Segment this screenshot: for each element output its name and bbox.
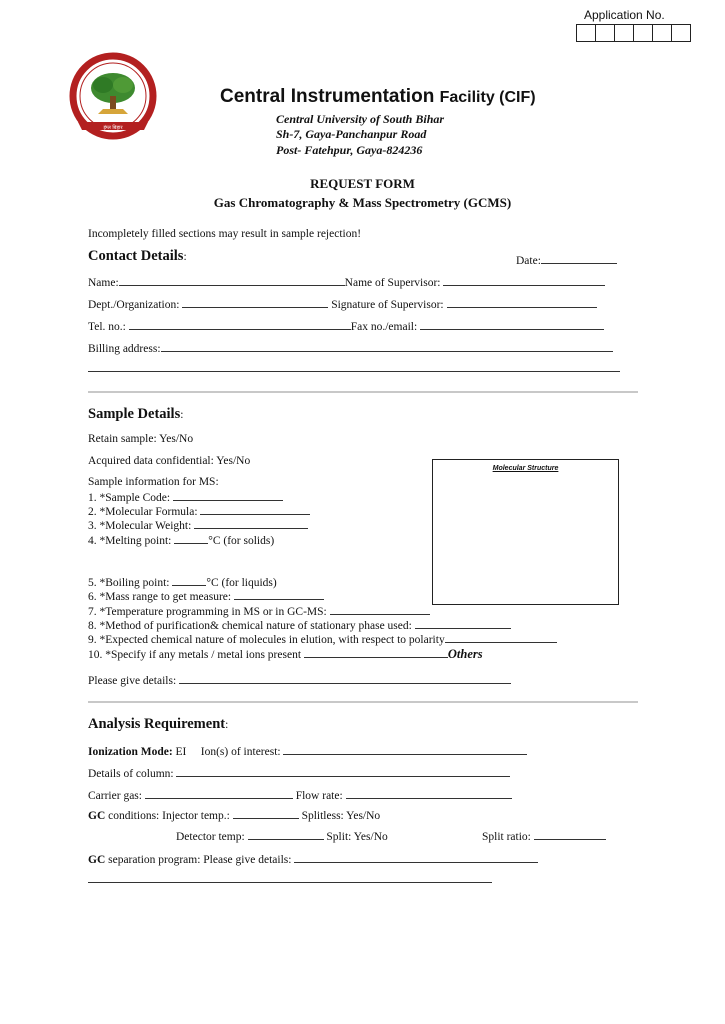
address-line-1: Sh-7, Gaya-Panchanpur Road bbox=[276, 127, 427, 141]
fax-label: Fax no./email: bbox=[350, 321, 418, 333]
signature-label: Signature of Supervisor: bbox=[331, 299, 444, 311]
sample-details-line[interactable] bbox=[179, 672, 511, 684]
facility-title-main: Central Instrumentation bbox=[220, 86, 440, 107]
app-no-box[interactable] bbox=[596, 25, 615, 41]
carrier-row bbox=[88, 787, 512, 802]
polarity-label: 9. *Expected chemical nature of molecules in elution, with respect to polarity bbox=[88, 634, 445, 646]
purification-method-line[interactable] bbox=[415, 617, 511, 629]
tel-row bbox=[88, 318, 604, 333]
university-name: Central University of South Bihar bbox=[276, 112, 445, 126]
gc-separation-label: separation program: Please give details: bbox=[108, 854, 292, 866]
column-row bbox=[88, 765, 510, 780]
column-label: Details of column: bbox=[88, 768, 174, 780]
molecular-weight-row bbox=[88, 517, 308, 532]
app-no-box[interactable] bbox=[577, 25, 596, 41]
gc-separation-line[interactable] bbox=[294, 851, 538, 863]
contact-heading-colon: : bbox=[183, 251, 187, 263]
melting-point-row bbox=[88, 532, 274, 547]
tel-label: Tel. no.: bbox=[88, 321, 126, 333]
sample-heading bbox=[88, 406, 183, 423]
sample-code-line[interactable] bbox=[173, 489, 283, 501]
sample-heading-text: Sample Details bbox=[88, 406, 181, 422]
sample-details-label: Please give details: bbox=[88, 675, 177, 687]
melting-point-unit: °C (for solids) bbox=[208, 535, 275, 547]
split-label[interactable]: Split: Yes/No bbox=[326, 831, 388, 843]
temp-programming-line[interactable] bbox=[330, 603, 430, 615]
sample-details-row bbox=[88, 672, 511, 687]
boiling-point-row bbox=[88, 574, 277, 589]
analysis-heading bbox=[88, 716, 228, 733]
sample-info-label: Sample information for MS: bbox=[88, 476, 219, 488]
ions-label: Ion(s) of interest: bbox=[200, 746, 281, 758]
molecular-formula-row bbox=[88, 503, 310, 518]
polarity-line[interactable] bbox=[445, 631, 557, 643]
split-ratio-field bbox=[482, 828, 606, 843]
billing-line-2[interactable] bbox=[88, 371, 620, 372]
app-no-box[interactable] bbox=[615, 25, 634, 41]
boiling-point-line[interactable] bbox=[172, 574, 206, 586]
section-separator bbox=[88, 391, 638, 393]
sample-code-row bbox=[88, 489, 283, 504]
flow-label: Flow rate: bbox=[295, 790, 343, 802]
ionization-row bbox=[88, 743, 527, 758]
split-ratio-line[interactable] bbox=[534, 828, 606, 840]
others-label: Others bbox=[447, 647, 483, 661]
signature-line[interactable] bbox=[447, 296, 597, 308]
gc-separation-line-2[interactable] bbox=[88, 882, 492, 883]
molecular-formula-line[interactable] bbox=[200, 503, 310, 515]
carrier-label: Carrier gas: bbox=[88, 790, 142, 802]
column-line[interactable] bbox=[176, 765, 510, 777]
dept-line[interactable] bbox=[182, 296, 328, 308]
melting-point-label: 4. *Melting point: bbox=[88, 535, 172, 547]
fax-line[interactable] bbox=[420, 318, 604, 330]
gc-conditions-label: conditions: Injector temp.: bbox=[108, 810, 230, 822]
app-no-box[interactable] bbox=[634, 25, 653, 41]
purification-method-label: 8. *Method of purification& chemical nature of stationary phase used: bbox=[88, 620, 412, 632]
form-subtitle: Gas Chromatography & Mass Spectrometry (GCMS) bbox=[213, 195, 512, 210]
date-field[interactable] bbox=[516, 252, 617, 267]
detector-row bbox=[176, 828, 388, 843]
gc-sep-label: GC bbox=[88, 854, 106, 866]
mass-range-line[interactable] bbox=[234, 588, 324, 600]
metals-row bbox=[88, 646, 483, 662]
molecular-structure-box[interactable] bbox=[432, 459, 619, 605]
name-row bbox=[88, 274, 605, 289]
molecular-structure-label: Molecular Structure bbox=[492, 465, 559, 472]
name-label: Name: bbox=[88, 277, 119, 289]
dept-label: Dept./Organization: bbox=[88, 299, 180, 311]
date-label: Date: bbox=[516, 255, 541, 267]
ions-line[interactable] bbox=[283, 743, 527, 755]
mass-range-row bbox=[88, 588, 324, 603]
injector-temp-line[interactable] bbox=[233, 807, 299, 819]
retain-sample[interactable]: Retain sample: Yes/No bbox=[88, 433, 194, 445]
warning-text: Incompletely filled sections may result in sample rejection! bbox=[88, 228, 362, 240]
gc-label: GC bbox=[88, 810, 106, 822]
molecular-formula-label: 2. *Molecular Formula: bbox=[88, 506, 198, 518]
detector-label: Detector temp: bbox=[176, 831, 245, 843]
contact-heading-text: Contact Details bbox=[88, 248, 184, 264]
mass-range-label: 6. *Mass range to get measure: bbox=[88, 591, 232, 603]
detector-temp-line[interactable] bbox=[248, 828, 324, 840]
university-logo bbox=[68, 52, 158, 142]
facility-title bbox=[220, 86, 536, 108]
billing-line[interactable] bbox=[161, 340, 613, 352]
section-separator bbox=[88, 701, 638, 703]
polarity-row bbox=[88, 631, 557, 646]
contact-heading bbox=[88, 248, 187, 265]
ionization-mode-label: Ionization Mode: bbox=[88, 746, 173, 758]
billing-row bbox=[88, 340, 613, 355]
metals-label: 10. *Specify if any metals / metal ions present bbox=[88, 649, 302, 661]
boiling-point-label: 5. *Boiling point: bbox=[88, 577, 170, 589]
svg-text:इंग्ल बिहार: इंग्ल बिहार bbox=[103, 125, 123, 131]
application-no-boxes[interactable] bbox=[576, 24, 691, 42]
form-title: REQUEST FORM bbox=[310, 176, 415, 191]
name-line[interactable] bbox=[119, 274, 345, 286]
facility-title-suffix: Facility (CIF) bbox=[439, 89, 536, 106]
analysis-heading-colon: : bbox=[225, 719, 229, 731]
splitless-label[interactable]: Splitless: Yes/No bbox=[301, 810, 381, 822]
date-line[interactable] bbox=[541, 252, 617, 264]
metals-line[interactable] bbox=[304, 646, 448, 658]
melting-point-line[interactable] bbox=[174, 532, 208, 544]
gc-separation-row bbox=[88, 851, 538, 866]
split-ratio-label: Split ratio: bbox=[482, 831, 531, 843]
molecular-weight-line[interactable] bbox=[194, 517, 308, 529]
purification-method-row bbox=[88, 617, 511, 632]
gc-conditions-row bbox=[88, 807, 380, 822]
molecular-weight-label: 3. *Molecular Weight: bbox=[88, 520, 192, 532]
supervisor-line[interactable] bbox=[443, 274, 605, 286]
analysis-heading-text: Analysis Requirement bbox=[88, 716, 226, 732]
data-confidential[interactable]: Acquired data confidential: Yes/No bbox=[88, 455, 251, 467]
address-line-2: Post- Fatehpur, Gaya-824236 bbox=[276, 143, 423, 157]
app-no-box[interactable] bbox=[653, 25, 672, 41]
billing-label: Billing address: bbox=[88, 343, 161, 355]
sample-code-label: 1. *Sample Code: bbox=[88, 492, 171, 504]
application-no-label: Application No. bbox=[584, 8, 665, 22]
tel-line[interactable] bbox=[129, 318, 351, 330]
sample-heading-colon: : bbox=[180, 409, 184, 421]
ionization-mode-value: EI bbox=[175, 746, 187, 758]
temp-programming-row bbox=[88, 603, 430, 618]
temp-programming-label: 7. *Temperature programming in MS or in GC-MS: bbox=[88, 606, 327, 618]
boiling-point-unit: °C (for liquids) bbox=[206, 577, 277, 589]
flow-line[interactable] bbox=[346, 787, 512, 799]
supervisor-label: Name of Supervisor: bbox=[344, 277, 441, 289]
dept-row bbox=[88, 296, 597, 311]
carrier-line[interactable] bbox=[145, 787, 293, 799]
app-no-box[interactable] bbox=[672, 25, 690, 41]
